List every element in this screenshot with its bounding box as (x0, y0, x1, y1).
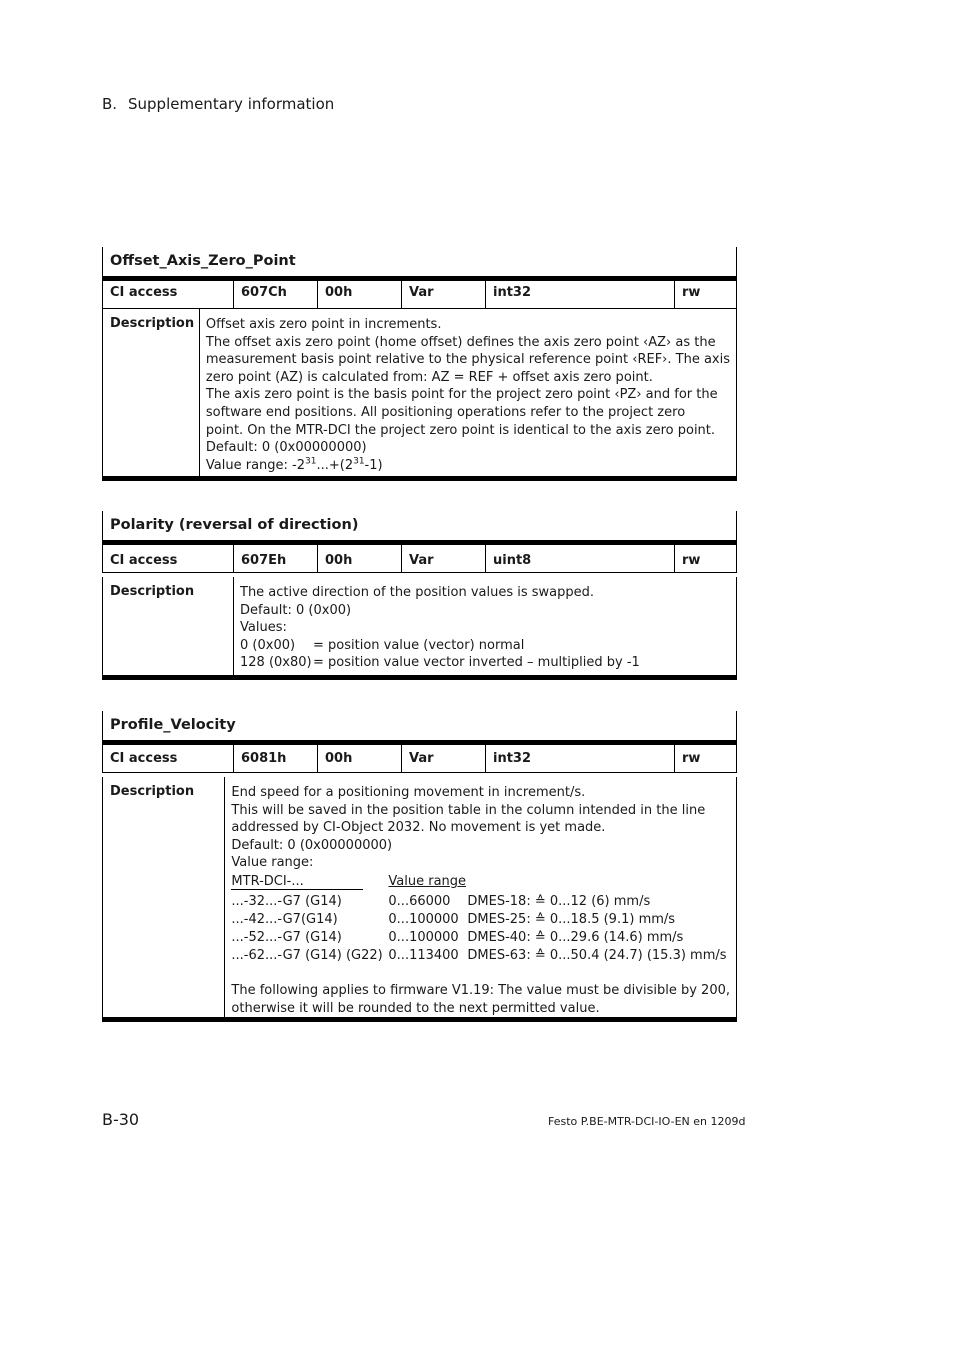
description-line: Value range: (231, 855, 314, 871)
range-cell: 0...100000 (388, 911, 459, 927)
description-line: The offset axis zero point (home offset) defines the axis zero point ‹AZ› as the (205, 334, 716, 350)
model-cell: ...-42...-G7(G14) (231, 911, 338, 927)
ci-access-label: CI access (103, 281, 234, 308)
description-line: Values: (240, 620, 287, 636)
description-label: Description (103, 577, 234, 676)
range-cell: 0...66000 (388, 893, 451, 909)
ci-data-type: int32 (486, 745, 675, 772)
chapter-number: B. (102, 95, 118, 113)
description-line: Default: 0 (0x00000000) (231, 837, 393, 853)
thick-rule (102, 476, 737, 481)
table-header-model: MTR-DCI-... (231, 874, 363, 890)
speed-cell: DMES-63: ≙ 0...50.4 (24.7) (15.3) mm/s (467, 947, 727, 963)
description-line: The axis zero point is the basis point for the project zero point ‹PZ› and for the (205, 387, 718, 403)
description-text (200, 309, 736, 476)
description-line: This will be saved in the position table in the column intended in the line (231, 802, 706, 818)
ci-access-row (102, 281, 737, 309)
speed-cell: DMES-40: ≙ 0...29.6 (14.6) mm/s (467, 929, 684, 945)
ci-subindex: 00h (318, 745, 402, 772)
ci-index: 607Ch (234, 281, 318, 308)
description-line: measurement basis point relative to the physical reference point ‹REF›. The axis (205, 352, 730, 368)
description-text (225, 777, 736, 1017)
thick-rule (102, 675, 737, 680)
thick-rule (102, 1017, 737, 1022)
value-range-line: Value range: $-2^{31}...+(2^{31}-1)$ (205, 456, 383, 473)
description-line: software end positions. All positioning operations refer to the project zero (205, 404, 686, 420)
model-cell: ...-52...-G7 (G14) (231, 929, 342, 945)
description-row (102, 777, 737, 1017)
page-number: B-30 (102, 1110, 140, 1129)
description-line: point. On the MTR-DCI the project zero point is identical to the axis zero point. (205, 422, 716, 438)
table-row (231, 893, 726, 911)
value-range-header-row (231, 873, 726, 893)
description-line: Default: 0 (0x00000000) (205, 440, 367, 456)
ci-access-mode: rw (682, 751, 701, 766)
object-block-profile-velocity (102, 711, 737, 1023)
ci-index: 6081h (234, 745, 318, 772)
ci-access-label: CI access (103, 745, 234, 772)
model-cell: ...-62...-G7 (G14) (G22) (231, 947, 383, 963)
spacer (231, 965, 730, 982)
ci-access-row (102, 545, 737, 573)
description-text (234, 577, 736, 676)
range-cell: 0...100000 (388, 929, 459, 945)
speed-cell: DMES-25: ≙ 0...18.5 (9.1) mm/s (467, 911, 676, 927)
document-reference: Festo P.BE-MTR-DCI-IO-EN en 1209d (548, 1115, 746, 1128)
ci-object-type: Var (402, 281, 486, 308)
value-definition: 128 (0x80)= position value vector inverted – multiplied by -1 (240, 655, 640, 671)
description-line: End speed for a positioning movement in increment/s. (231, 785, 586, 800)
table-row (231, 947, 726, 965)
table-row (231, 929, 726, 947)
description-line: addressed by CI-Object 2032. No movement is yet made. (231, 820, 606, 836)
note-line: The following applies to firmware V1.19: The value must be divisible by 200, (231, 982, 730, 998)
description-label: Description (103, 777, 225, 1017)
table-header-range: Value range (388, 873, 467, 889)
object-block-offset-axis-zero-point (102, 247, 737, 481)
ci-data-type: uint8 (486, 545, 675, 572)
ci-subindex: 00h (318, 281, 402, 308)
description-line: Offset axis zero point in increments. (205, 317, 442, 332)
ci-object-type: Var (402, 545, 486, 572)
description-label: Description (103, 309, 200, 476)
speed-cell: DMES-18: ≙ 0...12 (6) mm/s (467, 893, 651, 909)
description-line: The active direction of the position values is swapped. (240, 585, 595, 600)
ci-access-mode: rw (682, 553, 701, 568)
note-line: otherwise it will be rounded to the next permitted value. (231, 1000, 600, 1016)
table-row (231, 911, 726, 929)
object-title: Profile_Velocity (102, 711, 737, 741)
description-line: zero point (AZ) is calculated from: AZ = REF + offset axis zero point. (205, 369, 653, 385)
chapter-title: Supplementary information (128, 95, 335, 113)
ci-access-label: CI access (103, 545, 234, 572)
ci-data-type: int32 (486, 281, 675, 308)
description-row (102, 309, 737, 476)
ci-object-type: Var (402, 745, 486, 772)
value-definition: 0 (0x00) = position value (vector) normal (240, 637, 525, 653)
value-range-table (231, 873, 726, 965)
range-cell: 0...113400 (388, 947, 459, 963)
ci-access-row (102, 745, 737, 773)
ci-subindex: 00h (318, 545, 402, 572)
description-line: Default: 0 (0x00) (240, 602, 352, 618)
ci-access-mode: rw (682, 285, 701, 300)
model-cell: ...-32...-G7 (G14) (231, 893, 342, 909)
description-row (102, 577, 737, 676)
object-title: Polarity (reversal of direction) (102, 511, 737, 541)
chapter-heading (102, 95, 334, 113)
object-block-polarity (102, 511, 737, 681)
object-title: Offset_Axis_Zero_Point (102, 247, 737, 277)
ci-index: 607Eh (234, 545, 318, 572)
